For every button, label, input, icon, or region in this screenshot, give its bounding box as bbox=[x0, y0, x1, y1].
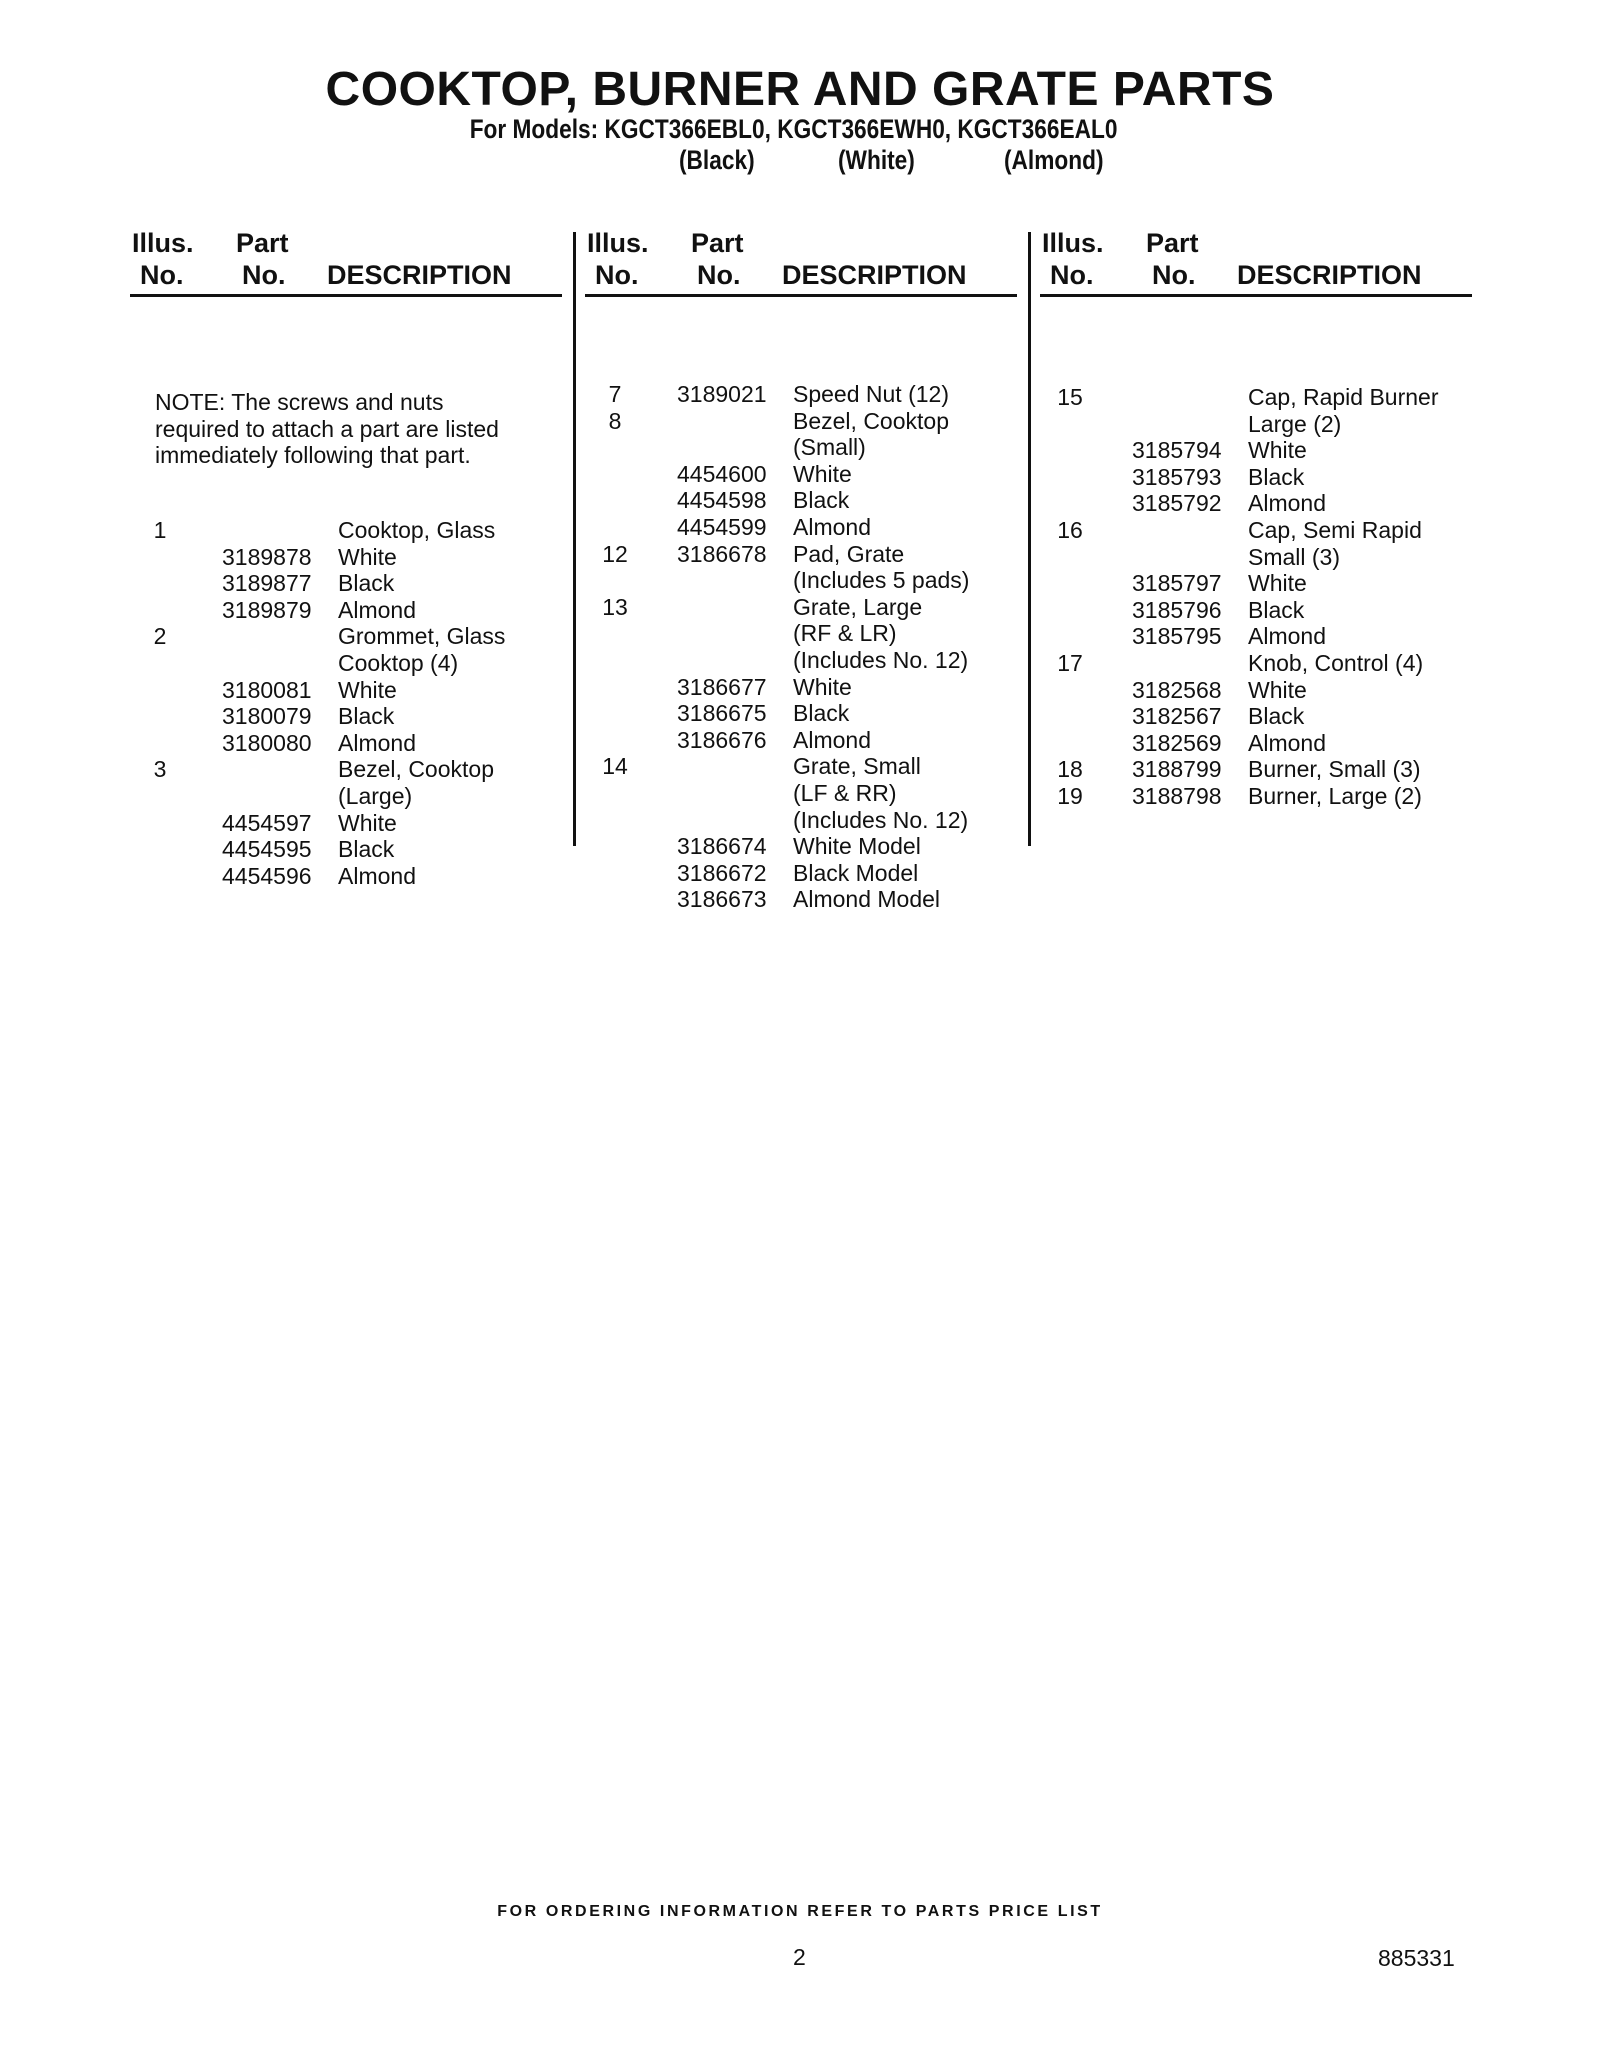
part-number: 3188799 bbox=[1132, 756, 1222, 783]
part-description: Black bbox=[1248, 703, 1305, 730]
illus-no-header: No. bbox=[595, 260, 639, 290]
illus-number: 15 bbox=[1057, 384, 1083, 410]
part-no-header: No. bbox=[1152, 260, 1196, 290]
illus-no-header: No. bbox=[140, 260, 184, 290]
illus-number: 2 bbox=[153, 623, 167, 650]
document-number: 885331 bbox=[1378, 1945, 1455, 1971]
part-description: Black Model bbox=[793, 859, 919, 886]
illus-number: 13 bbox=[602, 593, 628, 620]
part-number: 4454595 bbox=[222, 836, 312, 863]
part-description: Bezel, Cooktop bbox=[338, 756, 494, 783]
part-header: Part bbox=[691, 228, 744, 258]
part-number: 3185793 bbox=[1132, 463, 1222, 490]
part-description: Almond bbox=[1248, 490, 1326, 517]
part-description: Cooktop (4) bbox=[338, 650, 459, 676]
part-header: Part bbox=[1146, 228, 1199, 258]
part-no-header: No. bbox=[697, 260, 741, 290]
part-description: Large (2) bbox=[1248, 410, 1342, 437]
part-description: Black bbox=[338, 703, 395, 730]
part-description: Cap, Rapid Burner bbox=[1248, 384, 1439, 410]
part-description: Speed Nut (12) bbox=[793, 381, 949, 407]
part-number: 4454599 bbox=[677, 514, 767, 540]
part-description: White bbox=[793, 673, 852, 700]
part-number: 3180081 bbox=[222, 676, 312, 703]
part-number: 3188798 bbox=[1132, 783, 1222, 809]
part-description: Black bbox=[793, 700, 850, 727]
part-description: Grate, Large bbox=[793, 593, 923, 620]
part-description: White bbox=[1248, 570, 1307, 597]
part-number: 4454600 bbox=[677, 460, 767, 487]
part-description: Black bbox=[793, 487, 850, 514]
part-number: 3186677 bbox=[677, 673, 767, 700]
part-description: (Large) bbox=[338, 783, 413, 809]
part-number: 3185794 bbox=[1132, 437, 1222, 464]
note-text: NOTE: The screws and nuts required to attach a part are listed immediately following that part. bbox=[155, 389, 499, 468]
illus-number: 19 bbox=[1057, 783, 1083, 809]
part-description: Bezel, Cooktop bbox=[793, 407, 949, 434]
part-description: Burner, Small (3) bbox=[1248, 756, 1421, 783]
part-description: Almond bbox=[1248, 623, 1326, 650]
part-description: White Model bbox=[793, 833, 921, 860]
part-number: 3180079 bbox=[222, 703, 312, 730]
column-header bbox=[130, 228, 562, 297]
illus-no-header: No. bbox=[1050, 260, 1094, 290]
part-number: 3186673 bbox=[677, 886, 767, 913]
illus-number: 12 bbox=[602, 540, 628, 567]
part-description: Black bbox=[1248, 596, 1305, 623]
part-description: Almond bbox=[338, 596, 416, 623]
part-number: 3186676 bbox=[677, 726, 767, 753]
illus-number: 8 bbox=[608, 407, 622, 434]
part-description: Cooktop, Glass bbox=[338, 517, 496, 543]
part-number: 3185796 bbox=[1132, 596, 1222, 623]
part-description: White bbox=[338, 809, 397, 836]
part-description: (Small) bbox=[793, 434, 866, 461]
part-number: 4454597 bbox=[222, 809, 312, 836]
column-divider bbox=[573, 232, 576, 846]
parts-column-2 bbox=[585, 228, 1017, 913]
illus-number: 3 bbox=[153, 756, 167, 783]
part-number: 3189877 bbox=[222, 570, 312, 597]
description-header: DESCRIPTION bbox=[327, 260, 512, 290]
part-description: Almond bbox=[338, 729, 416, 756]
parts-column-1 bbox=[130, 228, 562, 889]
part-number: 3186675 bbox=[677, 700, 767, 727]
part-description: Almond Model bbox=[793, 886, 941, 913]
part-number: 3186672 bbox=[677, 859, 767, 886]
part-number: 3180080 bbox=[222, 729, 312, 756]
part-number: 3182569 bbox=[1132, 729, 1222, 756]
part-description: (RF & LR) bbox=[793, 620, 897, 647]
part-description: Small (3) bbox=[1248, 543, 1341, 570]
part-description: Black bbox=[1248, 463, 1305, 490]
part-number: 3189879 bbox=[222, 596, 312, 623]
description-header: DESCRIPTION bbox=[782, 260, 967, 290]
part-no-header: No. bbox=[242, 260, 286, 290]
page-number: 2 bbox=[793, 1944, 806, 1970]
illus-number: 1 bbox=[153, 517, 167, 543]
part-number: 3185795 bbox=[1132, 623, 1222, 650]
part-description: Burner, Large (2) bbox=[1248, 783, 1422, 809]
part-description: White bbox=[338, 543, 397, 570]
column-header bbox=[585, 228, 1017, 297]
part-number: 3182567 bbox=[1132, 703, 1222, 730]
illus-number: 18 bbox=[1057, 756, 1083, 783]
part-number: 3182568 bbox=[1132, 676, 1222, 703]
illus-header: Illus. bbox=[1042, 228, 1104, 258]
part-description: White bbox=[338, 676, 397, 703]
part-description: Knob, Control (4) bbox=[1248, 650, 1424, 676]
part-number: 3185792 bbox=[1132, 490, 1222, 517]
part-description: White bbox=[1248, 676, 1307, 703]
color-white-label: (White) bbox=[838, 145, 915, 175]
column-header bbox=[1040, 228, 1472, 297]
part-description: Grate, Small bbox=[793, 753, 921, 780]
model-colors bbox=[0, 145, 1600, 179]
column-divider bbox=[1028, 232, 1031, 846]
part-description: (Includes No. 12) bbox=[793, 806, 969, 833]
part-description: Almond bbox=[793, 514, 871, 540]
models-line: For Models: KGCT366EBL0, KGCT366EWH0, KGCT366EAL0 bbox=[469, 114, 1118, 144]
part-description: Pad, Grate bbox=[793, 540, 905, 567]
part-header: Part bbox=[236, 228, 289, 258]
ordering-note: FOR ORDERING INFORMATION REFER TO PARTS PRICE LIST bbox=[497, 1903, 1103, 1920]
part-number: 3189021 bbox=[677, 381, 767, 407]
illus-header: Illus. bbox=[587, 228, 649, 258]
part-description: Black bbox=[338, 836, 395, 863]
illus-number: 16 bbox=[1057, 517, 1083, 543]
page-title: COOKTOP, BURNER AND GRATE PARTS bbox=[325, 63, 1275, 116]
part-description: White bbox=[793, 460, 852, 487]
part-number: 4454596 bbox=[222, 862, 312, 889]
part-description: Almond bbox=[1248, 729, 1326, 756]
part-description: Cap, Semi Rapid bbox=[1248, 517, 1422, 543]
part-description: Almond bbox=[793, 726, 871, 753]
illus-number: 14 bbox=[602, 753, 628, 780]
part-description: Almond bbox=[338, 862, 416, 889]
illus-number: 17 bbox=[1057, 650, 1083, 676]
part-number: 3186674 bbox=[677, 833, 767, 860]
part-description: (Includes 5 pads) bbox=[793, 567, 970, 594]
part-number: 4454598 bbox=[677, 487, 767, 514]
color-almond-label: (Almond) bbox=[1004, 145, 1104, 175]
part-number: 3186678 bbox=[677, 540, 767, 567]
illus-number: 7 bbox=[608, 381, 622, 407]
part-description: (Includes No. 12) bbox=[793, 647, 969, 673]
part-description: Grommet, Glass bbox=[338, 623, 506, 650]
part-description: White bbox=[1248, 437, 1307, 464]
part-number: 3185797 bbox=[1132, 570, 1222, 597]
part-description: (LF & RR) bbox=[793, 780, 897, 806]
part-description: Black bbox=[338, 570, 395, 597]
part-number: 3189878 bbox=[222, 543, 312, 570]
illus-header: Illus. bbox=[132, 228, 194, 258]
color-black-label: (Black) bbox=[679, 145, 755, 175]
description-header: DESCRIPTION bbox=[1237, 260, 1422, 290]
parts-column-3 bbox=[1040, 228, 1472, 809]
